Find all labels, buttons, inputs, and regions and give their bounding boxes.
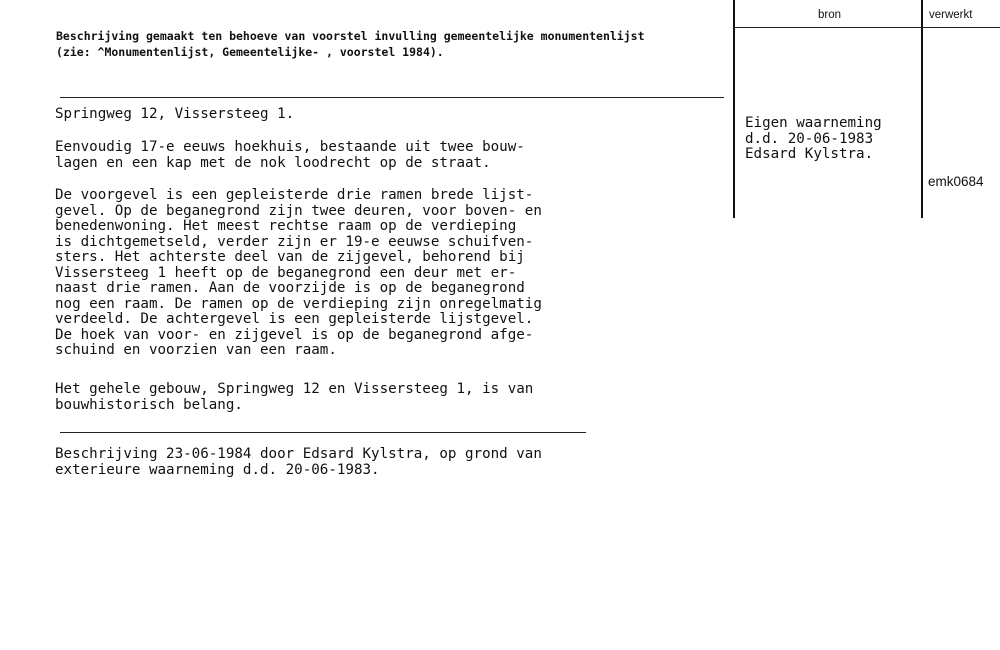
address-title: Springweg 12, Vissersteeg 1.: [55, 106, 295, 122]
column-header-divider: [734, 27, 1000, 28]
source-column-left-border: [733, 0, 735, 218]
top-divider: [60, 97, 724, 98]
description-paragraph-2: De voorgevel is een gepleisterde drie ramen brede lijst- gevel. Op de beganegrond zijn twee deuren, voor boven- en benedenwoning. Het meest rechtse raam op de verdieping is dichtgemetseld, verder zijn er 19-e eeuwse schuifven- sters. Het achterste deel van de zijgevel, behorend bij Vissersteeg 1 heeft op de beganegrond een deur met er- naast drie ramen. Aan de voorzijde is op de beganegrond nog een raam. De ramen op de verdieping zijn onregelmatig verdeeld. De achtergevel is een gepleisterde lijstgevel. De hoek van voor- en zijgevel is op de beganegrond afge- schuind en voorzien van een raam.: [55, 187, 542, 358]
processed-column-header: verwerkt: [929, 9, 973, 21]
description-paragraph-1: Eenvoudig 17-e eeuws hoekhuis, bestaande uit twee bouw- lagen en een kap met de nok loodrecht op de straat.: [55, 139, 525, 171]
source-entry: Eigen waarneming d.d. 20-06-1983 Edsard Kylstra.: [745, 115, 882, 162]
description-paragraph-3: Het gehele gebouw, Springweg 12 en Vissersteeg 1, is van bouwhistorisch belang.: [55, 381, 534, 413]
header-note: Beschrijving gemaakt ten behoeve van voorstel invulling gemeentelijke monumentenlijst (zie: ^Monumentenlijst, Gemeentelijke- , voorstel 1984).: [56, 29, 645, 59]
description-footer: Beschrijving 23-06-1984 door Edsard Kylstra, op grond van exterieure waarneming d.d. 20-06-1983.: [55, 446, 542, 478]
processed-code: emk0684: [928, 174, 984, 189]
bottom-divider: [60, 432, 586, 433]
source-column-header: bron: [818, 9, 842, 21]
source-column-right-border: [921, 0, 923, 218]
